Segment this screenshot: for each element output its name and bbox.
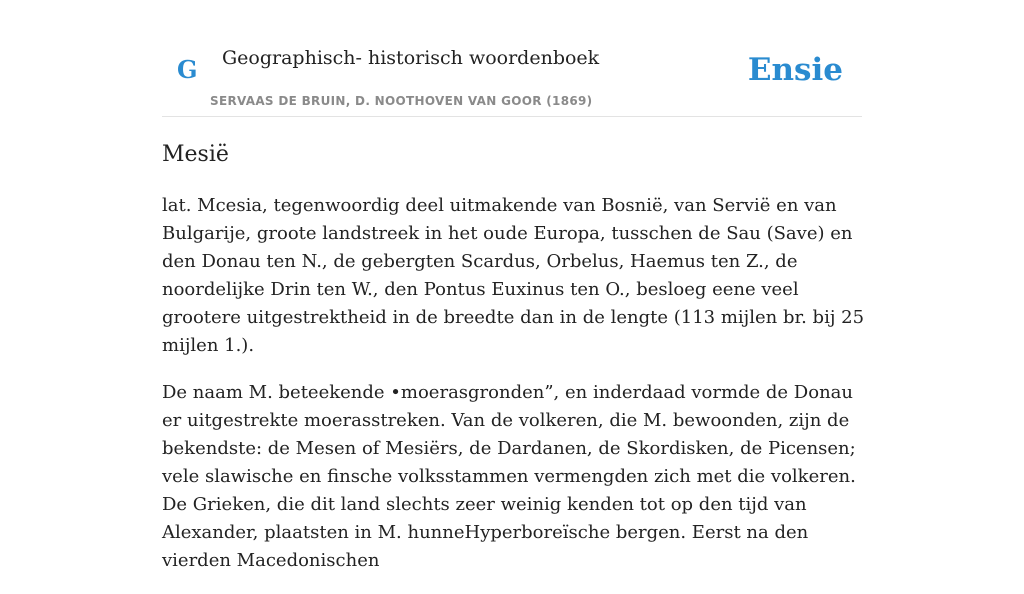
brand-logo-link[interactable]: Ensie xyxy=(747,52,843,88)
entry-body xyxy=(162,192,868,594)
book-letter-icon[interactable]: G xyxy=(177,55,198,84)
entry-title: Mesië xyxy=(162,142,229,167)
entry-paragraph: De naam M. beteekende •moerasgronden”, en inderdaad vormde de Donau er uitgestrekte moerasstreken. Van de volkeren, die M. bewoonden, zijn de bekendste: de Mesen of Mesiërs, de Dardanen, de Skordisken, de Picensen; vele slawische en finsche volksstammen vermengden zich met die volkeren. De Grieken, die dit land slechts zeer weinig kenden tot op den tijd van Alexander, plaatsten in M. hunneHyperboreïsche bergen. Eerst na den vierden Macedonischen xyxy=(162,382,856,571)
book-title[interactable]: Geographisch- historisch woordenboek xyxy=(222,47,600,69)
entry-paragraph: lat. Mcesia, tegenwoordig deel uitmakende van Bosnië, van Servië en van Bulgarije, groote landstreek in het oude Europa, tusschen de Sau (Save) en den Donau ten N., de gebergten Scardus, Orbelus, Haemus ten Z., de noordelijke Drin ten W., den Pontus Euxinus ten O., besloeg eene veel grootere uitgestrektheid in de breedte dan in de lengte (113 mijlen br. bij 25 mijlen 1.). xyxy=(162,195,865,356)
book-author: SERVAAS DE BRUIN, D. NOOTHOVEN VAN GOOR (1869) xyxy=(210,94,593,108)
book-header xyxy=(162,0,862,117)
